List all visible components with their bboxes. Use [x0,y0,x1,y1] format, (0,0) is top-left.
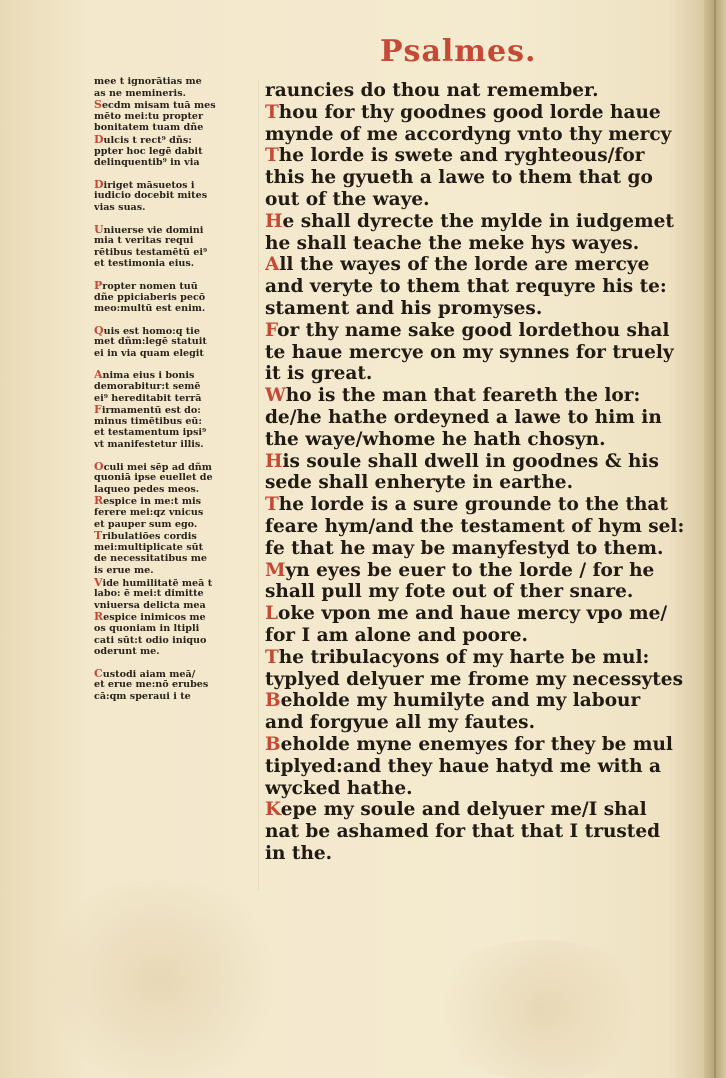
rubricated-initial: C [94,667,103,680]
gloss-text: et erue me:nō erubes [94,679,209,691]
binding-edge [714,0,716,1078]
line-text: yn eyes be euer to the lorde / for he [285,559,655,581]
text-line [265,560,690,582]
paper-stain [30,880,290,1078]
gloss-line [94,623,262,635]
text-line [265,167,690,189]
line-text: wycked hathe. [265,777,413,799]
text-line [265,233,690,255]
line-text: ll the wayes of the lorde are mercye [279,254,650,276]
rubricated-initial: W [265,385,286,407]
rubricated-initial: B [265,733,281,755]
gloss-line [94,179,262,191]
rubricated-initial: K [265,799,281,821]
text-line [265,451,690,473]
gloss-line [94,530,262,542]
line-text: stament and his promyses. [265,297,543,319]
rubricated-initial: R [94,495,104,507]
rubricated-initial: P [94,279,103,292]
gloss-text: ide humilitatē meā t [102,577,213,589]
rubricated-initial: F [94,404,102,416]
rubricated-initial: L [265,603,279,625]
gloss-line [94,519,262,531]
text-line [265,712,690,734]
line-text: out of the waye. [265,188,430,210]
gloss-line [94,679,262,691]
line-text: in the. [265,842,333,864]
line-text: it is great. [265,363,373,385]
line-text: rauncies do thou nat remember. [265,80,599,101]
gloss-line [94,577,262,589]
gloss-text: os quoniam in ltipli [94,622,200,634]
line-text: typlyed delyuer me frome my necessytes [265,668,683,690]
line-text: and veryte to them that requyre his te: [265,276,667,298]
gloss-line [94,507,262,519]
gloss-text: ustodi aiam meā/ [102,668,196,680]
line-text: he lorde is a sure grounde to the that [278,494,668,516]
gloss-line [94,348,262,360]
line-text: de/he hathe ordeyned a lawe to him in [265,406,662,428]
line-text: eholde myne enemyes for they be mul [280,733,673,755]
gloss-line [94,393,262,405]
text-line [265,843,690,865]
gloss-line [94,416,262,428]
line-text: he lorde is swete and ryghteous/for [278,145,645,167]
line-text: the waye/whome he hath chosyn. [265,428,606,450]
gloss-text: nima eius i bonis [102,370,195,382]
line-text: mynde of me accordyng vnto thy mercy [265,123,672,145]
text-line [265,494,690,516]
gloss-text: et testimonia eius. [94,258,195,270]
gloss-text: rētibus testamētū ei⁹ [94,246,208,258]
text-line [265,211,690,233]
gloss-text: mei:multiplicate sūt [94,541,204,553]
gloss-text: niuerse vie domini [103,224,204,236]
gloss-text: mēto mei:tu propter [94,110,204,122]
gloss-line [94,461,262,473]
line-text: he shall teache the meke hys wayes. [265,232,640,254]
latin-gloss [94,461,262,658]
gloss-line [94,258,262,270]
rubricated-initial: T [265,646,279,668]
text-line [265,189,690,211]
gloss-text: iudicio docebit mites [94,190,208,202]
line-text: this he gyueth a lawe to them that go [265,167,653,189]
line-text: shall pull my fote out of ther snare. [265,581,634,603]
latin-gloss [94,76,262,169]
gloss-text: uis est homo:q tie [103,325,200,337]
gloss-text: bonitatem tuam dñe [94,122,204,134]
text-line [265,429,690,451]
gloss-line [94,646,262,658]
text-line [265,298,690,320]
gloss-line [94,439,262,451]
gloss-text: demorabitur:t semē [94,381,201,393]
gloss-text: ferere mei:qz vnicus [94,507,204,518]
text-line [265,254,690,276]
gloss-line [94,88,262,100]
line-text: e shall dyrecte the mylde in iudgemet [282,210,674,232]
line-text: ho is the man that feareth the lor: [285,385,641,407]
text-line [265,124,690,146]
gloss-text: laqueo pedes meos. [94,483,200,495]
gloss-text: de necessitatibus me [94,553,208,565]
line-text: eholde my humilyte and my labour [280,690,641,712]
line-text: he tribulacyons of my harte be mul: [278,646,650,668]
gloss-line [94,565,262,577]
text-line [265,320,690,342]
latin-gloss [94,179,262,214]
gloss-line [94,303,262,315]
gloss-text: espice inimicos me [103,612,206,623]
rubricated-initial: B [265,690,281,712]
gloss-line [94,202,262,214]
rubricated-initial: T [265,145,279,167]
text-line [265,145,690,167]
gloss-line [94,190,262,202]
gloss-text: et pauper sum ego. [94,518,198,530]
line-text: epe my soule and delyuer me/I shal [280,799,647,821]
gloss-text: delinquentib⁹ in via [94,157,200,169]
gloss-line [94,146,262,158]
gloss-line [94,542,262,554]
gloss-line [94,247,262,259]
gloss-text: vias suas. [94,201,146,213]
gloss-text: espice in me:t mis [103,496,202,507]
gloss-line [94,76,262,88]
latin-gloss [94,280,262,315]
rubricated-initial: F [265,319,278,341]
text-line [265,647,690,669]
line-text: te haue mercye on my synnes for truely [265,341,674,363]
rubricated-initial: O [94,460,104,473]
text-line [265,276,690,298]
gloss-text: iriget māsuetos i [103,179,195,191]
line-text: nat be ashamed for that that I trusted [265,821,661,843]
gloss-text: mia t veritas requi [94,235,194,247]
gloss-line [94,292,262,304]
rubricated-initial: R [94,611,104,623]
gloss-line [94,224,262,236]
text-line [265,80,690,102]
rubricated-initial: M [265,559,286,581]
gloss-text: ppter hoc legē dabit [94,145,203,157]
gloss-line [94,600,262,612]
gloss-text: ecdm misam tuā mes [101,100,216,111]
text-line [265,734,690,756]
line-text: tiplyed:and they haue hatyd me with a [265,755,661,777]
text-line [265,363,690,385]
gloss-line [94,134,262,146]
text-line [265,342,690,364]
rubricated-initial: T [94,530,103,542]
line-text: feare hym/and the testament of hym sel: [265,515,685,537]
gloss-line [94,691,262,703]
gloss-text: vniuersa delicta mea [94,599,206,611]
latin-gloss [94,224,262,270]
gloss-text: cati sūt:t odio iniquo [94,634,207,646]
line-text: or thy name sake good lordethou shal [277,319,670,341]
line-text: and forgyue all my fautes. [265,712,536,734]
margin-gloss-column [94,76,262,713]
text-line [265,472,690,494]
text-line [265,690,690,712]
gloss-line [94,427,262,439]
text-line [265,603,690,625]
text-line [265,516,690,538]
gloss-text: et testamentum ipsi⁹ [94,427,207,439]
gloss-text: met dñm:legē statuit [94,336,207,348]
gloss-line [94,553,262,565]
gloss-line [94,280,262,292]
rubricated-initial: D [94,178,104,191]
gloss-text: meo:multū est enim. [94,303,206,315]
gloss-text: minus timētibus eū: [94,415,202,427]
gloss-text: oderunt me. [94,646,160,658]
running-head: Psalmes. [380,34,537,69]
gloss-text: cā:qm speraui i te [94,690,191,702]
gloss-line [94,336,262,348]
text-line [265,799,690,821]
rubricated-initial: Q [94,324,104,337]
gloss-line [94,668,262,680]
line-text: for I am alone and poore. [265,624,528,646]
text-line [265,102,690,124]
latin-gloss [94,369,262,450]
text-line [265,385,690,407]
gloss-line [94,157,262,169]
line-text: fe that he may be manyfestyd to them. [265,537,664,559]
gloss-line [94,381,262,393]
gloss-text: is erue me. [94,564,154,576]
rubricated-initial: T [265,101,279,123]
line-text: sede shall enheryte in earthe. [265,472,574,494]
paper-stain [420,940,660,1078]
text-line [265,669,690,691]
gloss-line [94,611,262,623]
rubricated-initial: U [94,223,104,236]
text-line [265,625,690,647]
rubricated-initial: A [265,254,280,276]
gloss-line [94,404,262,416]
line-text: is soule shall dwell in goodnes & his [282,450,659,472]
text-line [265,407,690,429]
gloss-line [94,111,262,123]
text-line [265,778,690,800]
gloss-text: ei in via quam elegit [94,347,204,359]
gloss-text: ulcis t rect⁹ dñs: [103,134,192,146]
gloss-line [94,122,262,134]
gloss-text: labo: ē mei:t dimitte [94,588,204,600]
line-text: oke vpon me and haue mercy vpo me/ [278,603,668,625]
gloss-line [94,495,262,507]
rubricated-initial: V [94,576,103,589]
text-line [265,756,690,778]
text-line [265,538,690,560]
main-text-column [265,80,690,865]
text-line [265,821,690,843]
gloss-line [94,369,262,381]
gloss-line [94,635,262,647]
rubricated-initial: T [265,494,279,516]
gloss-line [94,588,262,600]
gloss-text: ropter nomen tuū [102,280,198,292]
gloss-text: irmamentū est do: [101,405,201,416]
gloss-line [94,484,262,496]
gloss-text: vt manifestetur illis. [94,439,204,451]
gloss-text: ribulatiōes cordis [102,531,197,542]
gloss-line [94,235,262,247]
gloss-text: mee t ignorātias me [94,76,202,87]
latin-gloss [94,668,262,703]
line-text: hou for thy goodnes good lorde haue [278,101,661,123]
gloss-text: dñe ppiciaberis pecō [94,291,206,303]
gloss-text: as ne memineris. [94,87,186,99]
rubricated-initial: H [265,210,283,232]
gloss-text: culi mei sēp ad dñm [103,461,212,473]
rubricated-initial: A [94,369,103,382]
rubricated-initial: H [265,450,283,472]
gloss-text: quoniā ipse euellet de [94,472,213,484]
gloss-line [94,325,262,337]
gloss-line [94,99,262,111]
gloss-text: ei⁹ hereditabit terrā [94,392,202,404]
text-line [265,581,690,603]
latin-gloss [94,325,262,360]
gloss-line [94,472,262,484]
rubricated-initial: D [94,133,104,146]
rubricated-initial: S [94,99,102,111]
